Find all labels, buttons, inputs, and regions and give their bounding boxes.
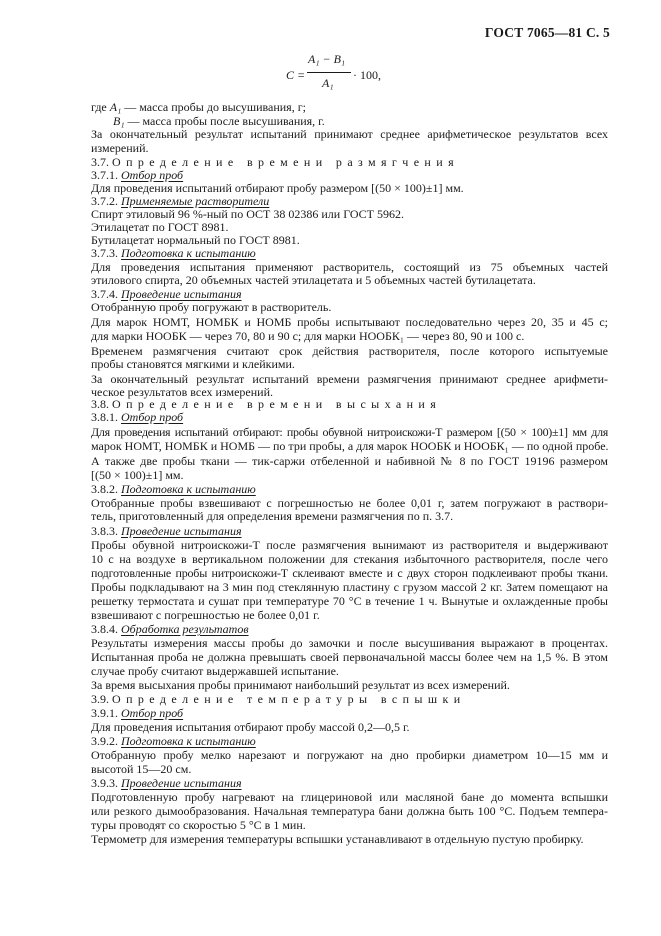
subsection-heading-3-9-3: 3.9.3. Проведение испытания	[91, 776, 242, 790]
fraction-bar	[307, 72, 351, 73]
paragraph: За окончательный результат испытаний принимают среднее арифметическое результатов всех	[91, 127, 608, 141]
subsection-heading-3-7-3: 3.7.3. Подготовка к испытанию	[91, 246, 256, 260]
paragraph: высотой 15—20 см.	[91, 762, 192, 776]
paragraph: подготовленные пробы нитроискожи-Т склеивают вместе и с двух сторон подклеивают пробы ткани.	[91, 566, 608, 580]
subsection-heading-3-8-4: 3.8.4. Обработка результатов	[91, 622, 249, 636]
formula-numerator: A₁ − B₁	[308, 52, 346, 66]
paragraph: решетку термостата и сушат при температуре 70 °С в течение 1 ч. Вынутые и охлажденные пробы	[91, 594, 608, 608]
paragraph: [(50 × 100)±1] мм.	[91, 468, 184, 482]
paragraph: случае пробу считают выдержавшей испытание.	[91, 664, 339, 678]
paragraph: ческое результатов всех измерений.	[91, 385, 274, 399]
subsection-heading-3-7-1: 3.7.1. Отбор проб	[91, 168, 184, 182]
paragraph: 10 с на воздухе в вертикальном положении для стекания избыточного растворителя, после чего	[91, 552, 608, 566]
paragraph: Отобранные пробы взвешивают с погрешностью не более 0,01 г, затем погружают в раствори-	[91, 496, 608, 510]
where-a: где A₁ — масса пробы до высушивания, г;	[91, 100, 306, 114]
paragraph: марок НОМТ, НОМБК и НОМБ — по три пробы, а для марок НООБК и НООБК₁ — по одной пробе.	[91, 439, 609, 453]
paragraph: тель, приготовленный для определения времени размягчения по п. 3.7.	[91, 509, 454, 523]
paragraph: За время высыхания пробы принимают наибольший результат из всех измерений.	[91, 678, 510, 692]
paragraph: За окончательный результат испытаний времени размягчения принимают среднее арифмети-	[91, 372, 608, 386]
page-header: ГОСТ 7065—81 С. 5	[484, 25, 610, 40]
subsection-heading-3-7-2: 3.7.2. Применяемые растворители	[91, 194, 270, 208]
paragraph: или резкого дымообразования. Начальная температура бани должна быть 100 °С. Подъем темпера-	[91, 804, 608, 818]
paragraph: измерений.	[91, 141, 149, 155]
paragraph: Для проведения испытаний отбирают: пробы обувной нитроискожи-Т размером [(50 × 100)±1] мм для	[91, 425, 608, 439]
subsection-heading-3-9-2: 3.9.2. Подготовка к испытанию	[91, 734, 256, 748]
section-heading-3-9: 3.9. Определение температуры вспышки	[91, 692, 466, 706]
section-heading-3-7: 3.7. Определение времени размягчения	[91, 155, 459, 169]
paragraph: Для проведения испытаний отбирают пробу размером [(50 × 100)±1] мм.	[91, 181, 464, 195]
formula-tail: · 100,	[353, 68, 381, 82]
paragraph: Испытанная проба не должна превышать своей первоначальной массы более чем на 1,5 %. В этом	[91, 650, 608, 664]
section-heading-3-8: 3.8. Определение времени высыхания	[91, 397, 442, 411]
subsection-heading-3-7-4: 3.7.4. Проведение испытания	[91, 287, 242, 301]
where-b: B₁ — масса пробы после высушивания, г.	[113, 114, 325, 128]
formula-denominator: A₁	[322, 76, 334, 90]
paragraph: Пробы подкладывают на 3 мин под стеклянную пластину с грузом массой 2 кг. Затем помещают на	[91, 580, 608, 594]
paragraph: А также две пробы ткани — тик-саржи отбеленной и набивной № 8 по ГОСТ 19196 размером	[91, 454, 608, 468]
paragraph: этилового спирта, 20 объемных частей этилацетата и 5 объемных частей бутилацетата.	[91, 273, 536, 287]
paragraph: Отобранную пробу погружают в растворитель.	[91, 300, 332, 314]
paragraph: Пробы обувной нитроискожи-Т после размягчения вынимают из растворителя и выдерживают	[91, 538, 608, 552]
paragraph: Термометр для измерения температуры вспышки устанавливают в отдельную пустую пробирку.	[91, 832, 584, 846]
paragraph: Для проведения испытания применяют растворитель, состоящий из 75 объемных частей	[91, 260, 608, 274]
subsection-heading-3-8-3: 3.8.3. Проведение испытания	[91, 524, 242, 538]
paragraph: пробы становятся мягкими и клейкими.	[91, 357, 295, 371]
paragraph: Для марок НОМТ, НОМБК и НОМБ пробы испытывают последовательно через 20, 35 и 45 с;	[91, 315, 608, 329]
solvent-item: Бутилацетат нормальный по ГОСТ 8981.	[91, 233, 300, 247]
subsection-heading-3-9-1: 3.9.1. Отбор проб	[91, 706, 184, 720]
paragraph: Результаты измерения массы пробы до замочки и после высушивания выражают в процентах.	[91, 636, 608, 650]
paragraph: Подготовленную пробу нагревают на глицериновой или масляной бане до момента вспышки	[91, 790, 608, 804]
paragraph: для марки НООБК — через 70, 80 и 90 с; для марки НООБК₁ — через 80, 90 и 100 с.	[91, 329, 525, 343]
subsection-heading-3-8-2: 3.8.2. Подготовка к испытанию	[91, 482, 256, 496]
paragraph: взвешивают с погрешностью не более 0,01 г.	[91, 608, 320, 622]
paragraph: туры проводят со скоростью 5 °С в 1 мин.	[91, 818, 306, 832]
paragraph: Отобранную пробу мелко нарезают и погружают на дно пробирки диаметром 10—15 мм и	[91, 748, 608, 762]
formula-lhs: C =	[286, 68, 306, 82]
paragraph: Временем размягчения считают срок действия растворителя, после которого испытуемые	[91, 344, 608, 358]
solvent-item: Спирт этиловый 96 %-ный по ОСТ 38 02386 или ГОСТ 5962.	[91, 207, 404, 221]
subsection-heading-3-8-1: 3.8.1. Отбор проб	[91, 410, 184, 424]
paragraph: Для проведения испытания отбирают пробу массой 0,2—0,5 г.	[91, 720, 410, 734]
solvent-item: Этилацетат по ГОСТ 8981.	[91, 220, 229, 234]
